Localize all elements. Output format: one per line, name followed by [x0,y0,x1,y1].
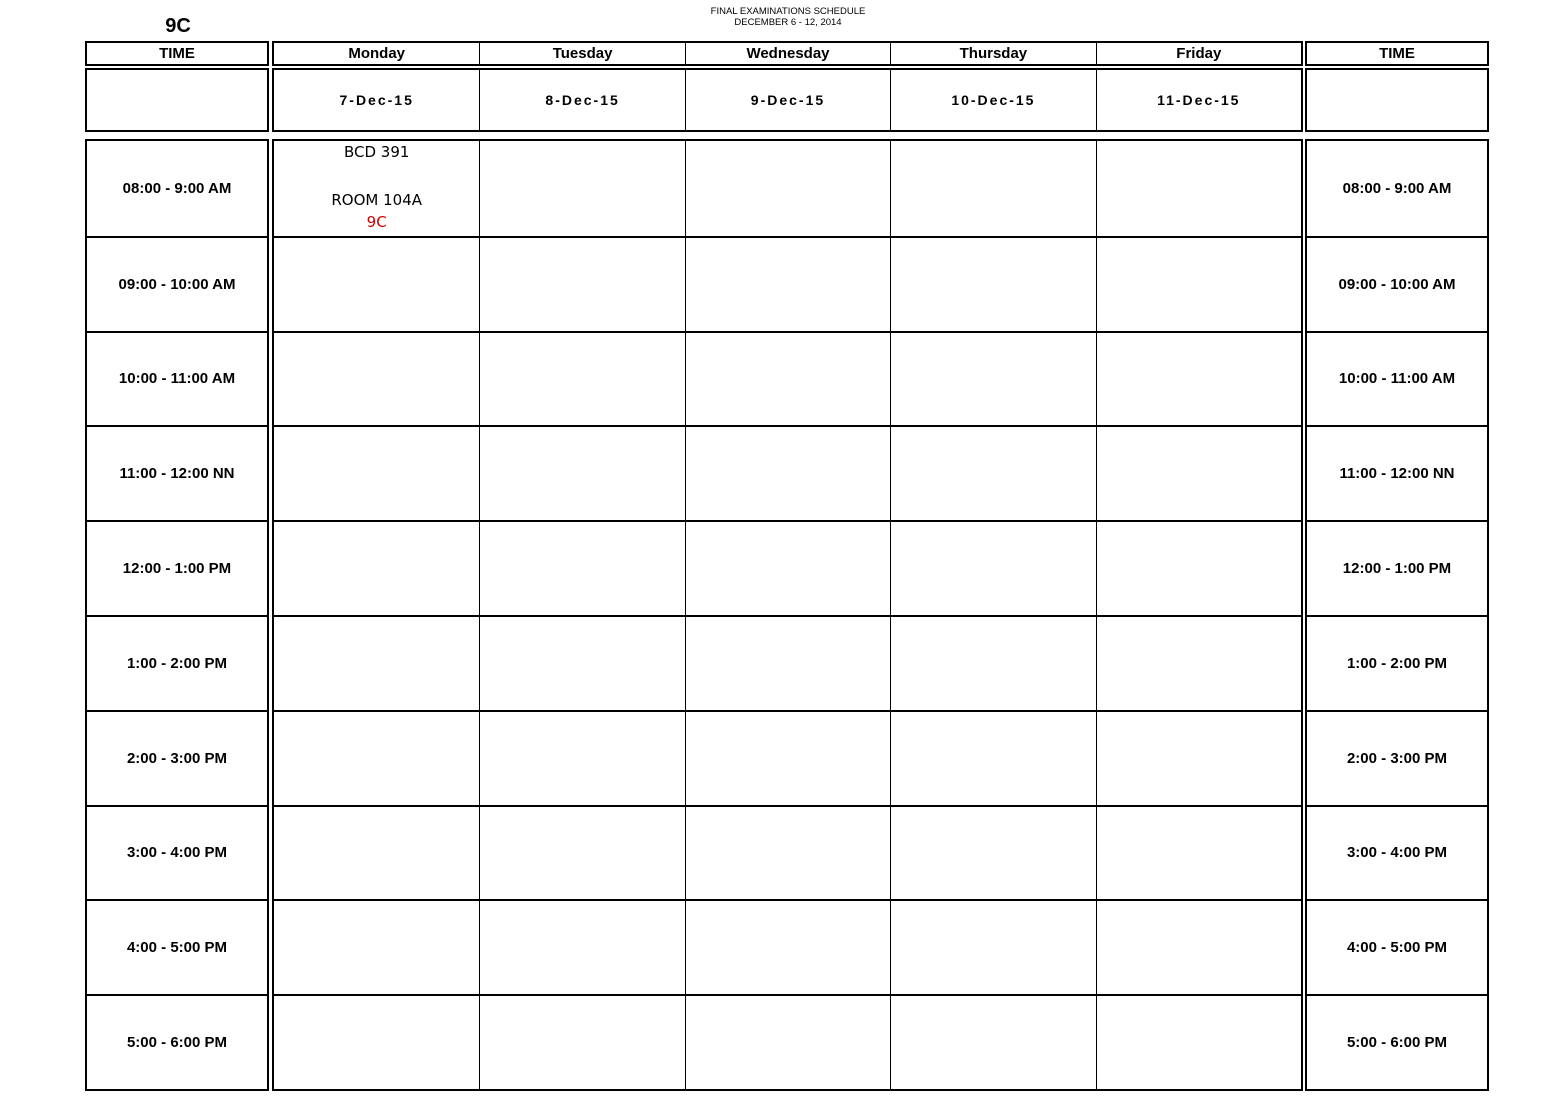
schedule-cell [479,899,684,994]
schedule-cell [890,141,1095,236]
time-slot-label: 08:00 - 9:00 AM [1342,179,1452,197]
time-column-right [1305,139,1489,1091]
schedule-cell [890,615,1095,710]
time-slot-label: 12:00 - 1:00 PM [1307,520,1487,615]
time-header-right [1305,41,1489,66]
schedule-cell [274,236,479,331]
schedule-cell [1096,805,1301,900]
schedule-cell [274,710,479,805]
time-slot-label: 3:00 - 4:00 PM [1307,805,1487,900]
time-slot-label: 10:00 - 11:00 AM [1307,331,1487,426]
time-slot-label: 1:00 - 2:00 PM [87,615,267,710]
date-thursday: 10-Dec-15 [890,70,1095,130]
time-slot-label: 5:00 - 6:00 PM [1307,994,1487,1089]
time-slot-label: 5:00 - 6:00 PM [87,994,267,1089]
time-slot-label: 1:00 - 2:00 PM [1307,615,1487,710]
title-block [640,6,936,28]
time-slot-label: 09:00 - 10:00 AM [1307,236,1487,331]
schedule-cell [1096,331,1301,426]
schedule-cell [274,331,479,426]
schedule-cell [274,425,479,520]
time-slot-label: 11:00 - 12:00 NN [87,425,267,520]
schedule-cell [479,520,684,615]
time-slot-label: 2:00 - 3:00 PM [1307,710,1487,805]
schedule-cell [685,236,890,331]
schedule-cell [479,236,684,331]
schedule-cell [479,994,684,1089]
schedule-cell [479,141,684,236]
time-slot-label: 08:00 - 9:00 AM [122,179,232,197]
time-slot-label: 4:00 - 5:00 PM [1307,899,1487,994]
day-header-wednesday: Wednesday [685,43,890,64]
schedule-cell [479,710,684,805]
schedule-cell [890,710,1095,805]
date-friday: 11-Dec-15 [1096,70,1301,130]
schedule-cell [685,141,890,236]
section-code: 9C [165,15,191,37]
schedule-cell [479,425,684,520]
schedule-cell [479,805,684,900]
exam-course: BCD 391 [343,143,410,161]
time-column-left [85,139,269,1091]
day-header-thursday: Thursday [890,43,1095,64]
time-slot-label: 4:00 - 5:00 PM [87,899,267,994]
time-slot-label: 3:00 - 4:00 PM [87,805,267,900]
schedule-cell [479,615,684,710]
schedule-cell [890,899,1095,994]
schedule-cell [1096,520,1301,615]
schedule-cell [274,615,479,710]
time-header-right-label: TIME [1379,45,1415,62]
time-header-left-label: TIME [159,45,195,62]
time-slot-label: 12:00 - 1:00 PM [87,520,267,615]
schedule-cell [274,994,479,1089]
schedule-cell [479,331,684,426]
schedule-cell [890,331,1095,426]
schedule-cell [1096,141,1301,236]
schedule-cell [1096,710,1301,805]
schedule-cell [890,425,1095,520]
date-tuesday: 8-Dec-15 [479,70,684,130]
day-header-tuesday: Tuesday [479,43,684,64]
time-slot-label: 10:00 - 11:00 AM [87,331,267,426]
schedule-cell [1096,615,1301,710]
day-header-monday: Monday [348,45,406,62]
time-slot-label: 2:00 - 3:00 PM [87,710,267,805]
date-monday: 7-Dec-15 [339,92,414,108]
schedule-cell [685,805,890,900]
schedule-cell [685,615,890,710]
schedule-cell [274,805,479,900]
schedule-cell [685,899,890,994]
schedule-cell [1096,425,1301,520]
schedule-cell [890,805,1095,900]
exam-room: ROOM 104A [331,191,423,209]
schedule-cell [685,994,890,1089]
schedule-cell [685,425,890,520]
day-header-friday: Friday [1096,43,1301,64]
date-blank-right [1305,68,1489,132]
schedule-cell [274,141,479,236]
schedule-cell [1096,899,1301,994]
schedule-cell [685,710,890,805]
schedule-cell [890,520,1095,615]
schedule-cell [1096,994,1301,1089]
time-slot-label: 09:00 - 10:00 AM [87,236,267,331]
schedule-cell [890,994,1095,1089]
time-slot-label: 11:00 - 12:00 NN [1307,425,1487,520]
schedule-cell [274,899,479,994]
schedule-grid [272,139,1303,1091]
schedule-subtitle: DECEMBER 6 - 12, 2014 [734,17,842,28]
schedule-cell [1096,236,1301,331]
date-wednesday: 9-Dec-15 [685,70,890,130]
date-blank-left [85,68,269,132]
schedule-cell [890,236,1095,331]
schedule-cell [685,331,890,426]
schedule-cell [685,520,890,615]
schedule-title: FINAL EXAMINATIONS SCHEDULE [710,6,866,17]
exam-entry [274,141,479,236]
exam-section: 9C [366,213,387,231]
day-header-row [272,41,1303,66]
schedule-cell [274,520,479,615]
time-header-left [85,41,269,66]
date-row [272,68,1303,132]
